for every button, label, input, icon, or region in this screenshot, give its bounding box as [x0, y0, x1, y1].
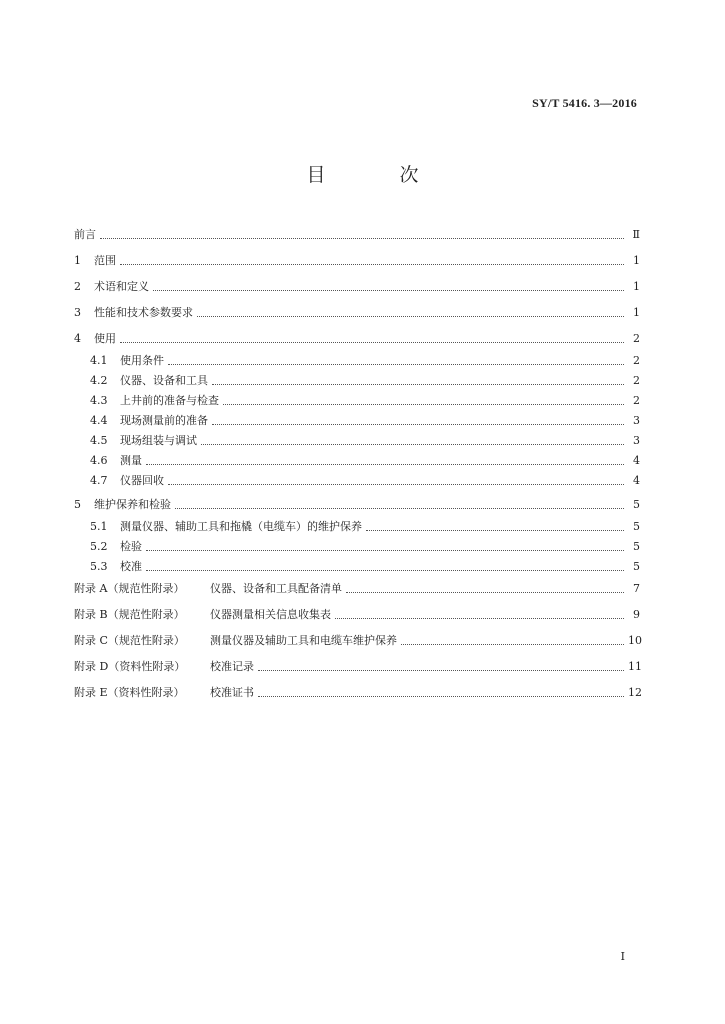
- toc-entry[interactable]: [74, 602, 640, 622]
- toc-entry-label: 现场组装与调试: [120, 434, 197, 447]
- toc-entry-label: 仪器、设备和工具: [120, 374, 208, 387]
- toc-entry-page: 10: [628, 634, 642, 647]
- toc-entry[interactable]: [74, 408, 640, 428]
- toc-entry-number: 5.1: [90, 520, 108, 533]
- toc-entry-label: 前言: [74, 228, 96, 241]
- toc-entry-page: 3: [633, 434, 640, 447]
- toc-leader-dots: [168, 484, 624, 485]
- page-number: Ⅰ: [620, 950, 625, 963]
- toc-leader-dots: [201, 444, 624, 445]
- toc-entry[interactable]: [74, 326, 640, 346]
- toc-entry-page: 5: [633, 498, 640, 511]
- toc-entry[interactable]: [74, 514, 640, 534]
- toc-entry-page: 5: [633, 560, 640, 573]
- toc-entry-number: 4.6: [90, 454, 108, 467]
- toc-entry-page: 3: [633, 414, 640, 427]
- toc-entry-page: 12: [628, 686, 642, 699]
- toc-entry-label: 校准证书: [210, 686, 254, 699]
- toc-leader-dots: [258, 696, 624, 697]
- toc-entry[interactable]: [74, 448, 640, 468]
- toc-entry-label: 范围: [94, 254, 116, 267]
- toc-entry-number: 5: [74, 498, 81, 511]
- toc-leader-dots: [146, 464, 624, 465]
- toc-entry-label: 校准记录: [210, 660, 254, 673]
- toc-entry-number: 4.4: [90, 414, 108, 427]
- toc-entry-number: 5.2: [90, 540, 108, 553]
- toc-entry-label: 维护保养和检验: [94, 498, 171, 511]
- toc-entry-page: 2: [633, 332, 640, 345]
- toc-entry-label: 测量仪器及辅助工具和电缆车维护保养: [210, 634, 397, 647]
- toc-entry-page: 2: [633, 374, 640, 387]
- toc-entry-number: 4.1: [90, 354, 108, 367]
- toc-entry-label: 现场测量前的准备: [120, 414, 208, 427]
- toc-entry[interactable]: [74, 628, 640, 648]
- toc-leader-dots: [146, 570, 624, 571]
- toc-leader-dots: [153, 290, 624, 291]
- toc-entry[interactable]: [74, 300, 640, 320]
- toc-entry-number: 4.2: [90, 374, 108, 387]
- toc-leader-dots: [168, 364, 624, 365]
- toc-entry-page: 11: [628, 660, 642, 673]
- toc-entry-page: 1: [633, 280, 640, 293]
- toc-entry-number: 附录 B（规范性附录）: [74, 608, 185, 621]
- toc-entry-label: 仪器测量相关信息收集表: [210, 608, 331, 621]
- toc-entry[interactable]: [74, 348, 640, 368]
- toc-entry-page: 1: [633, 254, 640, 267]
- toc-entry-page: 4: [633, 474, 640, 487]
- toc-entry[interactable]: [74, 534, 640, 554]
- toc-leader-dots: [100, 238, 624, 239]
- toc-leader-dots: [223, 404, 624, 405]
- toc-entry-label: 使用条件: [120, 354, 164, 367]
- toc-entry-number: 附录 E（资料性附录）: [74, 686, 185, 699]
- toc-entry-page: 2: [633, 394, 640, 407]
- toc-entry-label: 仪器回收: [120, 474, 164, 487]
- toc-entry-page: 2: [633, 354, 640, 367]
- toc-entry-page: 5: [633, 520, 640, 533]
- standard-code: SY/T 5416. 3—2016: [532, 96, 637, 110]
- toc-entry-number: 4.7: [90, 474, 108, 487]
- toc-entry-label: 性能和技术参数要求: [94, 306, 193, 319]
- toc-entry-number: 4.5: [90, 434, 108, 447]
- toc-leader-dots: [212, 384, 624, 385]
- toc-leader-dots: [175, 508, 624, 509]
- toc-entry[interactable]: [74, 492, 640, 512]
- toc-entry-page: 9: [633, 608, 640, 621]
- page-title: 目 次: [306, 164, 453, 186]
- toc-entry[interactable]: [74, 654, 640, 674]
- toc-entry[interactable]: [74, 222, 640, 242]
- toc-entry-label: 上井前的准备与检查: [120, 394, 219, 407]
- toc-entry-page: 1: [633, 306, 640, 319]
- toc-entry-label: 校准: [120, 560, 142, 573]
- toc-leader-dots: [197, 316, 624, 317]
- toc-entry-label: 测量仪器、辅助工具和拖橇（电缆车）的维护保养: [120, 520, 362, 533]
- toc-entry[interactable]: [74, 274, 640, 294]
- toc-entry[interactable]: [74, 554, 640, 574]
- toc-leader-dots: [120, 342, 624, 343]
- toc-entry-label: 使用: [94, 332, 116, 345]
- toc-entry-number: 4: [74, 332, 81, 345]
- toc-entry-label: 测量: [120, 454, 142, 467]
- toc-leader-dots: [401, 644, 624, 645]
- toc-entry-label: 检验: [120, 540, 142, 553]
- toc-entry-number: 2: [74, 280, 81, 293]
- toc-leader-dots: [335, 618, 624, 619]
- toc-entry[interactable]: [74, 680, 640, 700]
- toc-entry-label: 仪器、设备和工具配备清单: [210, 582, 342, 595]
- toc-entry[interactable]: [74, 368, 640, 388]
- toc-entry[interactable]: [74, 468, 640, 488]
- toc-entry-page: 4: [633, 454, 640, 467]
- toc-entry-number: 5.3: [90, 560, 108, 573]
- toc-entry-number: 1: [74, 254, 81, 267]
- toc-entry[interactable]: [74, 248, 640, 268]
- toc-entry-number: 附录 A（规范性附录）: [74, 582, 185, 595]
- toc-entry-page: Ⅱ: [632, 228, 640, 241]
- toc-entry-label: 术语和定义: [94, 280, 149, 293]
- toc-leader-dots: [146, 550, 624, 551]
- toc-entry-number: 附录 C（规范性附录）: [74, 634, 185, 647]
- toc-entry-number: 4.3: [90, 394, 108, 407]
- toc-leader-dots: [212, 424, 624, 425]
- toc-entry[interactable]: [74, 388, 640, 408]
- toc-leader-dots: [258, 670, 624, 671]
- toc-entry-number: 3: [74, 306, 81, 319]
- toc-leader-dots: [346, 592, 624, 593]
- toc-entry-number: 附录 D（资料性附录）: [74, 660, 186, 673]
- toc-entry-page: 5: [633, 540, 640, 553]
- toc-entry-page: 7: [633, 582, 640, 595]
- toc-leader-dots: [366, 530, 624, 531]
- toc-leader-dots: [120, 264, 624, 265]
- toc-entry[interactable]: [74, 576, 640, 596]
- toc-entry[interactable]: [74, 428, 640, 448]
